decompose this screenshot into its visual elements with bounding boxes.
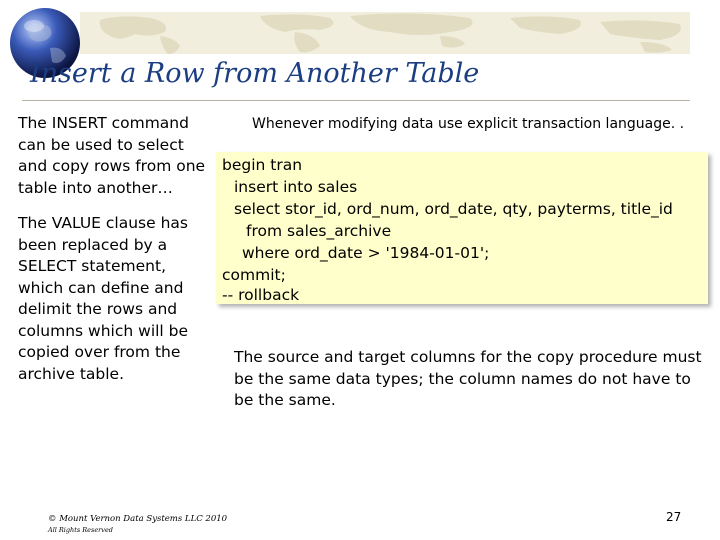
code-line: select stor_id, ord_num, ord_date, qty, payterms, title_id: [234, 200, 673, 218]
column-types-note: The source and target columns for the copy procedure must be the same data types; the column names do not have to be the same.: [234, 348, 702, 409]
transaction-note: Whenever modifying data use explicit transaction language. .: [252, 116, 685, 132]
value-clause-paragraph: The VALUE clause has been replaced by a SELECT statement, which can define and delimit the rows and columns which will be copied over from the archive table.: [18, 214, 189, 383]
copyright-text: © Mount Vernon Data Systems LLC 2010: [48, 514, 228, 524]
code-line: begin tran: [222, 156, 303, 174]
slide-title: Insert a Row from Another Table: [30, 58, 480, 89]
rights-text: All Rights Reserved: [48, 526, 113, 534]
left-column: [18, 113, 206, 399]
code-line: commit;: [222, 266, 286, 284]
intro-paragraph: The INSERT command can be used to select and copy rows from one table into another…: [18, 114, 206, 197]
code-block: [216, 152, 708, 304]
code-line: from sales_archive: [246, 222, 392, 240]
page-number: 27: [666, 510, 682, 524]
code-line: where ord_date > '1984-01-01';: [242, 244, 490, 262]
world-map-banner: [80, 12, 690, 54]
code-line: insert into sales: [234, 178, 358, 196]
title-divider: [22, 100, 690, 101]
code-line: -- rollback: [222, 286, 300, 304]
